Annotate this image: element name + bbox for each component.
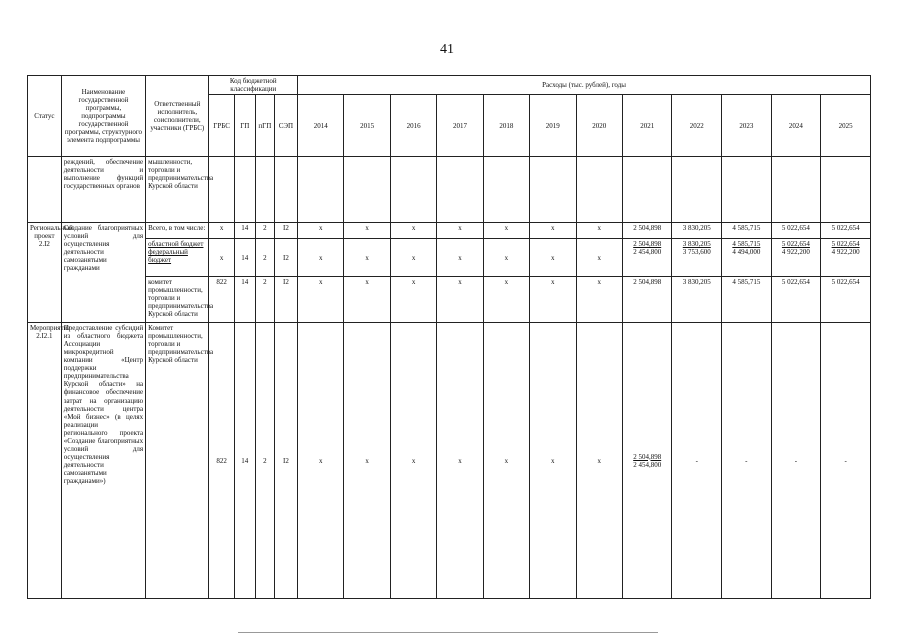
header-year: 2022 [672,95,722,157]
table-row [28,239,871,277]
header-year: 2015 [344,95,390,157]
budget-table [27,75,871,599]
value-cell: 2 504,898 [622,277,672,323]
table-row [28,277,871,323]
value-cell: х [344,323,390,599]
value-cell: х [530,223,576,239]
value-cell: х [530,277,576,323]
value-cell: 5 022,654 [821,277,871,323]
value-cell: х [344,223,390,239]
header-year: 2018 [483,95,529,157]
header-expenses: Расходы (тыс. рублей), годы [298,76,871,95]
code-cell: х [209,239,234,277]
value-cell: 2 504,898 2 454,800 [622,323,672,599]
value-cell: 2 504,898 [622,223,672,239]
value-cell: х [530,239,576,277]
value-cell: - [771,323,821,599]
code-cell: 14 [234,323,255,599]
code-cell: I2 [274,323,297,599]
value-cell: х [390,277,436,323]
value-cell: 4 585,715 4 494,000 [722,239,772,277]
header-responsible: Ответственный исполнитель, соисполнители, участники (ГРБС) [146,76,209,157]
code-cell: 2 [255,239,274,277]
value-cell: 5 022,654 [771,277,821,323]
value-cell: х [390,323,436,599]
header-year: 2019 [530,95,576,157]
header-year: 2014 [298,95,344,157]
header-year: 2024 [771,95,821,157]
header-status: Статус [28,76,62,157]
value-cell: х [390,239,436,277]
header-year: 2017 [437,95,483,157]
row-name: Предоставление субсидий из областного бюджета Ассоциации микрокредитной компании «Центр поддержки предпринимательства Курской области» на финансовое обеспечение затрат на организацию деятельности центра «Мой бизнес» (в целях реализации регионального проекта «Создание благоприятных условий для осуществления деятельности самозанятыми гражданами») [61,323,145,599]
header-budget-code: Код бюджетной классификации [209,76,298,95]
value-cell: х [298,239,344,277]
value-cell: 4 585,715 [722,277,772,323]
header-year: 2020 [576,95,622,157]
value-cell: х [576,277,622,323]
value-cell: - [672,323,722,599]
header-year: 2023 [722,95,772,157]
code-cell: 2 [255,323,274,599]
value-cell: х [437,239,483,277]
value-cell: х [483,223,529,239]
value-cell: 2 504,898 2 454,800 [622,239,672,277]
value-cell: х [483,277,529,323]
header-code-gp: ГП [234,95,255,157]
header-year: 2016 [390,95,436,157]
code-cell: 822 [209,277,234,323]
row-status: Мероприятие 2.I2.1 [28,323,62,599]
header-year: 2025 [821,95,871,157]
code-cell: 822 [209,323,234,599]
value-cell: х [437,223,483,239]
value-cell: 4 585,715 [722,223,772,239]
footer-divider [238,632,658,633]
code-cell: 14 [234,277,255,323]
value-cell: х [344,277,390,323]
row-name: реждений, обеспечение деятельности и выполнение функций государственных органов [61,157,145,223]
row-name: Создание благоприятных условий для осуществления деятельности самозанятыми гражданами [61,223,145,323]
row-responsible: комитет промышленности, торговли и предпринимательства Курской области [146,277,209,323]
value-cell: х [344,239,390,277]
value-cell: 3 830,205 [672,277,722,323]
value-cell: 5 022,654 [821,223,871,239]
value-cell: х [576,239,622,277]
code-cell: 2 [255,277,274,323]
value-cell: - [722,323,772,599]
code-cell: 14 [234,239,255,277]
code-cell: 14 [234,223,255,239]
row-responsible: Всего, в том числе: [146,223,209,239]
header-year: 2021 [622,95,672,157]
row-responsible: мышленности, торговли и предпринимательства Курской области [146,157,209,223]
header-code-sep: СЭП [274,95,297,157]
code-cell: I2 [274,277,297,323]
value-cell: х [530,323,576,599]
table-row [28,323,871,599]
table-row [28,157,871,223]
value-cell: х [390,223,436,239]
header-code-pgp: пГП [255,95,274,157]
code-cell: I2 [274,223,297,239]
value-cell: х [576,223,622,239]
value-cell: 5 022,654 4 922,200 [771,239,821,277]
value-cell: х [298,277,344,323]
value-cell: х [298,323,344,599]
value-cell: х [483,239,529,277]
row-responsible: областной бюджет федеральный бюджет [146,239,209,277]
table-row [28,223,871,239]
value-cell: х [437,323,483,599]
header-code-grbs: ГРБС [209,95,234,157]
code-cell: I2 [274,239,297,277]
value-cell: х [576,323,622,599]
code-cell: х [209,223,234,239]
value-cell: х [437,277,483,323]
row-status: Региональный проект 2.I2 [28,223,62,323]
value-cell: х [298,223,344,239]
page-number: 41 [440,42,454,57]
header-name: Наименование государственной программы, подпрограммы государственной программы, структурного элемента подпрограммы [61,76,145,157]
code-cell: 2 [255,223,274,239]
value-cell: 3 830,205 3 753,600 [672,239,722,277]
value-cell: 5 022,654 4 922,200 [821,239,871,277]
value-cell: 5 022,654 [771,223,821,239]
value-cell: 3 830,205 [672,223,722,239]
value-cell: х [483,323,529,599]
value-cell: - [821,323,871,599]
row-responsible: Комитет промышленности, торговли и предпринимательства Курской области [146,323,209,599]
